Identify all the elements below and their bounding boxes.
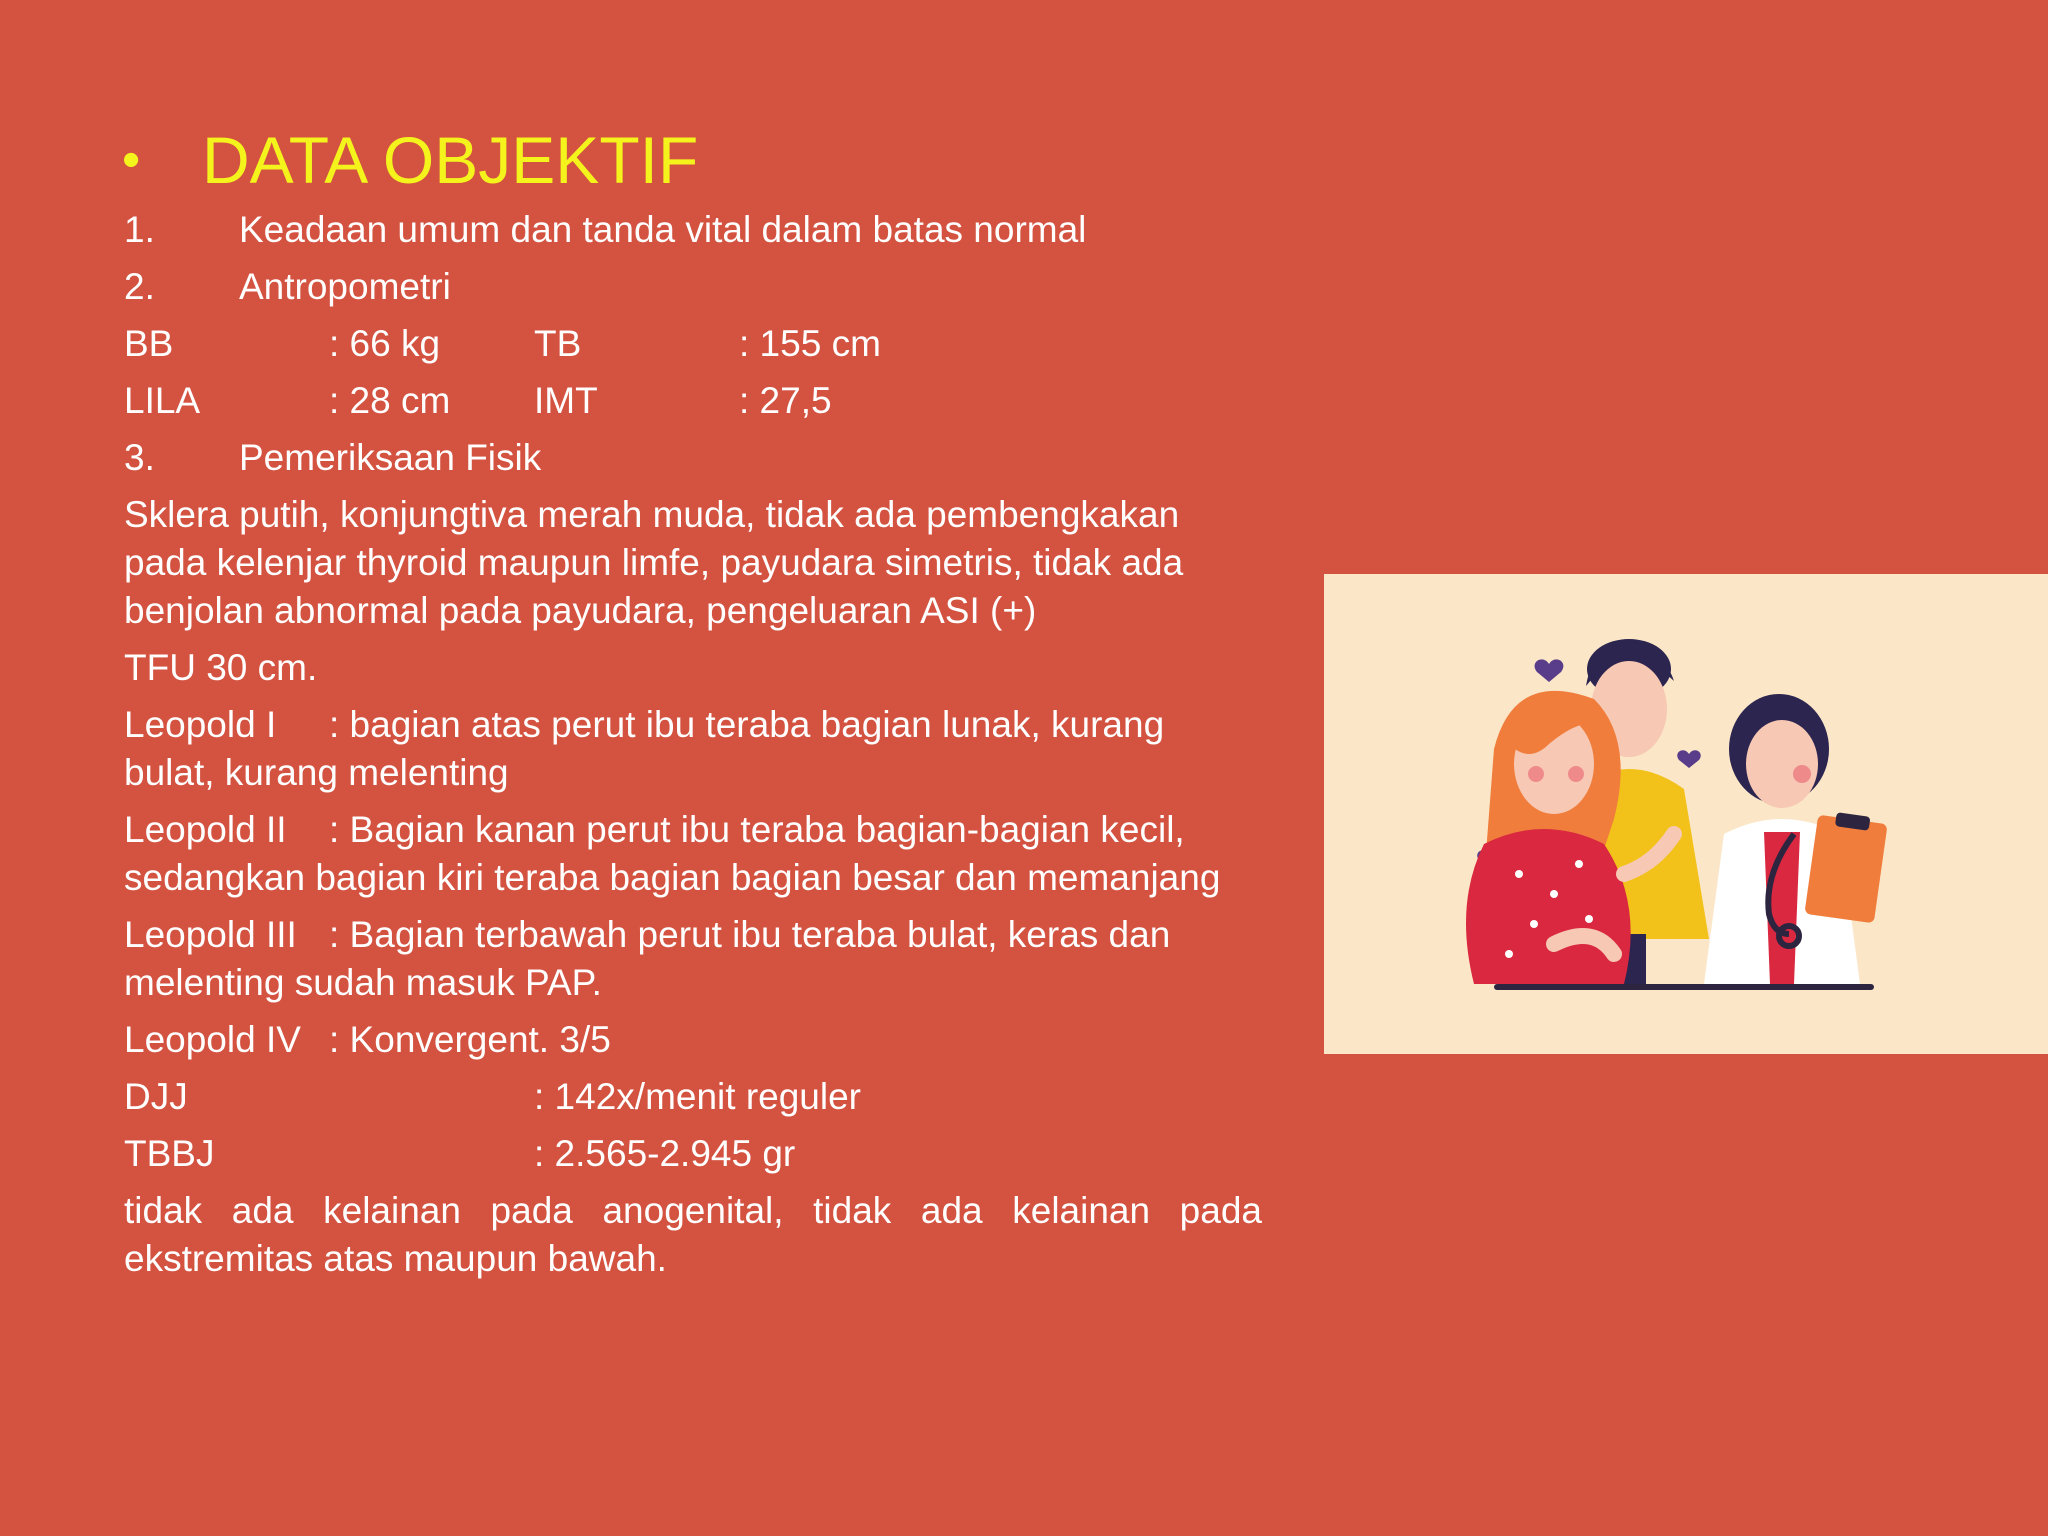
anthro-key: LILA xyxy=(124,380,201,421)
djj-value: : 142x/menit reguler xyxy=(534,1076,862,1117)
closing-text: tidak ada kelainan pada anogenital, tidak ada kelainan pada ekstremitas atas maupun bawah. xyxy=(124,1190,1262,1279)
title-bullet: • xyxy=(122,131,141,189)
slide-title xyxy=(122,118,698,202)
leopold-text: : Bagian kanan perut ibu teraba bagian-bagian kecil, sedangkan bagian kiri teraba bagian bagian besar dan memanjang xyxy=(124,809,1221,898)
anthro-value: : 27,5 xyxy=(739,380,832,421)
pregnant-woman-partner-doctor-icon xyxy=(1324,574,2048,1054)
anthro-value: : 155 cm xyxy=(739,323,881,364)
anthro-row xyxy=(124,377,1262,425)
leopold-label: Leopold II xyxy=(124,809,287,850)
anthro-key: TB xyxy=(534,323,582,364)
list-item xyxy=(124,263,1262,311)
leopold-row xyxy=(124,911,1262,1007)
tbbj-row xyxy=(124,1130,1262,1178)
list-item xyxy=(124,434,1262,482)
list-item xyxy=(124,206,1262,254)
leopold-label: Leopold III xyxy=(124,914,297,955)
leopold-text: : Konvergent. 3/5 xyxy=(329,1019,611,1060)
anthro-value: : 28 cm xyxy=(329,380,451,421)
title-text: DATA OBJEKTIF xyxy=(202,123,699,197)
tfu-text: TFU 30 cm. xyxy=(124,647,318,688)
tbbj-label: TBBJ xyxy=(124,1133,215,1174)
item-text: Antropometri xyxy=(239,266,451,307)
leopold-label: Leopold IV xyxy=(124,1019,301,1060)
leopold-label: Leopold I xyxy=(124,704,277,745)
leopold-row xyxy=(124,1016,1262,1064)
tbbj-value: : 2.565-2.945 gr xyxy=(534,1133,796,1174)
anthro-key: BB xyxy=(124,323,174,364)
illustration-panel xyxy=(1324,574,2048,1054)
djj-label: DJJ xyxy=(124,1076,188,1117)
content-body xyxy=(124,206,1262,1292)
item-number: 1. xyxy=(124,209,155,250)
item-text: Keadaan umum dan tanda vital dalam batas normal xyxy=(239,209,1087,250)
leopold-text: : bagian atas perut ibu teraba bagian lunak, kurang bulat, kurang melenting xyxy=(124,704,1165,793)
item-text: Pemeriksaan Fisik xyxy=(239,437,542,478)
anthro-value: : 66 kg xyxy=(329,323,441,364)
anthro-row xyxy=(124,320,1262,368)
leopold-text: : Bagian terbawah perut ibu teraba bulat, keras dan melenting sudah masuk PAP. xyxy=(124,914,1171,1003)
item-number: 3. xyxy=(124,437,155,478)
djj-row xyxy=(124,1073,1262,1121)
leopold-row xyxy=(124,701,1262,797)
leopold-row xyxy=(124,806,1262,902)
item-number: 2. xyxy=(124,266,155,307)
anthro-key: IMT xyxy=(534,380,598,421)
physical-exam-text: Sklera putih, konjungtiva merah muda, tidak ada pembengkakan pada kelenjar thyroid maupun limfe, payudara simetris, tidak ada benjolan abnormal pada payudara, pengeluaran ASI (+) xyxy=(124,494,1184,631)
